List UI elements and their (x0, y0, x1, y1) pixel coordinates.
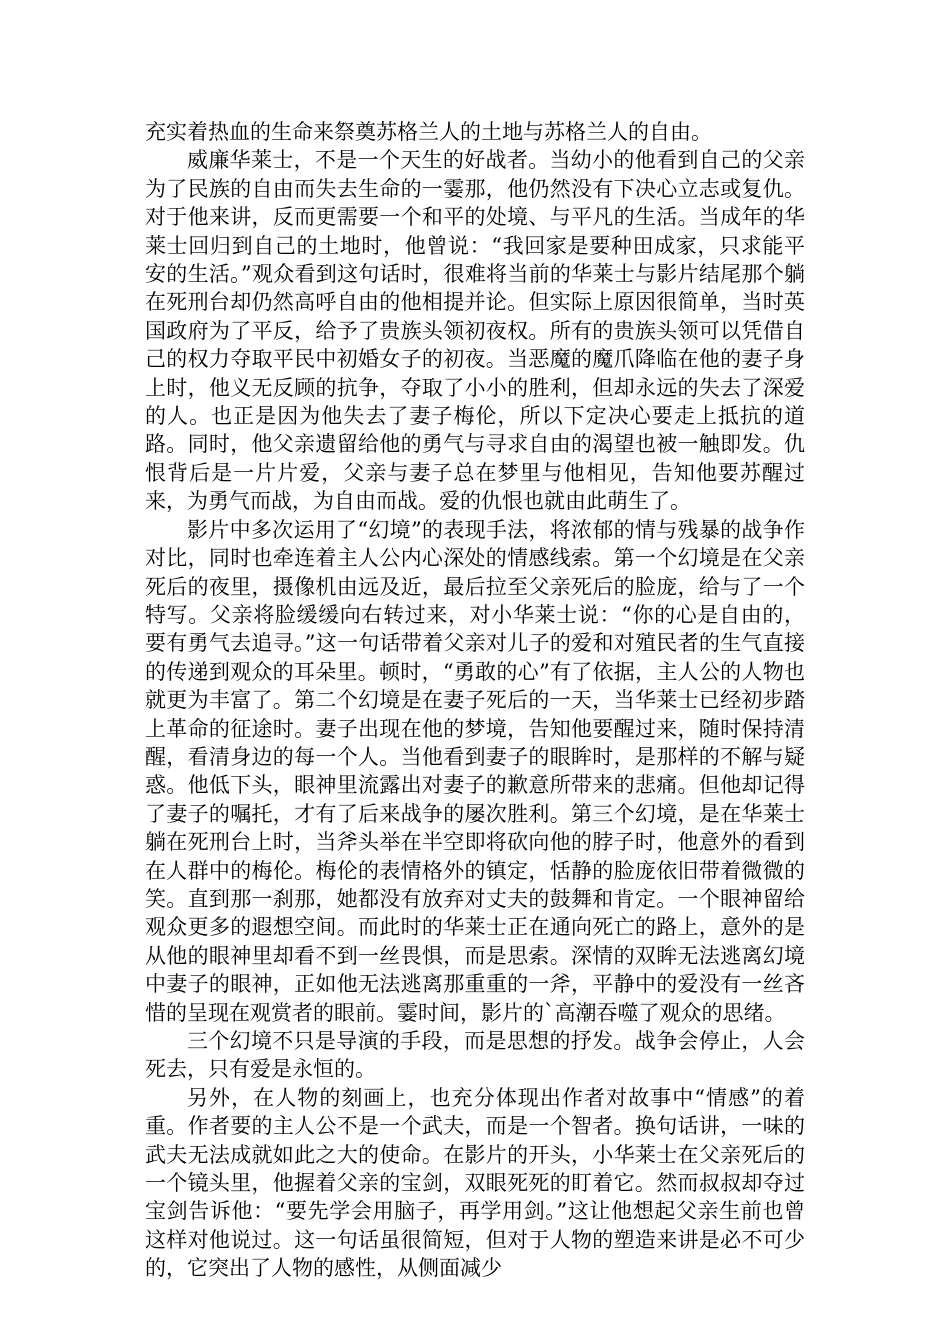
paragraph-1: 充实着热血的生命来祭奠苏格兰人的土地与苏格兰人的自由。 (145, 120, 712, 144)
paragraph-4: 三个幻境不只是导演的手段，而是思想的抒发。战争会停止，人会死去，只有爱是永恒的。 (145, 1029, 805, 1082)
paragraph-5: 另外，在人物的刻画上，也充分体现出作者对故事中“情感”的着重。作者要的主人公不是一个武夫，而是一个智者。换句话讲，一味的武夫无法成就如此之大的使命。在影片的开头，小华莱士在父亲死后的一个镜头里，他握着父亲的宝剑，双眼死死的盯着它。然而叔叔却夺过宝剑告诉他：“要先学会用脑子，再学用剑。”这让他想起父亲生前也曾这样对他说过。这一句话虽很简短，但对于人物的塑造来讲是必不可少的，它突出了人物的感性，从侧面减少 (145, 1085, 805, 1281)
paragraph-3: 影片中多次运用了“幻境”的表现手法，将浓郁的情与残暴的战争作对比，同时也牵连着主人公内心深处的情感线索。第一个幻境是在父亲死后的夜里，摄像机由远及近，最后拉至父亲死后的脸庞，给与了一个特写。父亲将脸缓缓向右转过来，对小华莱士说：“你的心是自由的，要有勇气去追寻。”这一句话带着父亲对儿子的爱和对殖民者的生气直接的传递到观众的耳朵里。顿时，“勇敢的心”有了依据，主人公的人物也就更为丰富了。第二个幻境是在妻子死后的一天，当华莱士已经初步踏上革命的征途时。妻子出现在他的梦境，告知他要醒过来，随时保持清醒，看清身边的每一个人。当他看到妻子的眼眸时，是那样的不解与疑惑。他低下头，眼神里流露出对妻子的歉意所带来的悲痛。但他却记得了妻子的嘱托，才有了后来战争的屡次胜利。第三个幻境，是在华莱士躺在死刑台上时，当斧头举在半空即将砍向他的脖子时，他意外的看到在人群中的梅伦。梅伦的表情格外的镇定，恬静的脸庞依旧带着微微的笑。直到那一刹那，她都没有放弃对丈夫的鼓舞和肯定。一个眼神留给观众更多的遐想空间。而此时的华莱士正在通向死亡的路上，意外的是从他的眼神里却看不到一丝畏惧，而是思索。深情的双眸无法逃离幻境中妻子的眼神，正如他无法逃离那重重的一斧，平静中的爱没有一丝吝惜的呈现在观赏者的眼前。霎时间，影片的`高潮吞噬了观众的思绪。 (145, 517, 805, 1025)
document-page (145, 118, 805, 1283)
paragraph-2: 威廉华莱士，不是一个天生的好战者。当幼小的他看到自己的父亲为了民族的自由而失去生命的一霎那，他仍然没有下决心立志或复仇。对于他来讲，反而更需要一个和平的处境、与平凡的生活。当成年的华莱士回归到自己的土地时，他曾说：“我回家是要种田成家，只求能平安的生活。”观众看到这句话时，很难将当前的华莱士与影片结尾那个躺在死刑台却仍然高呼自由的他相提并论。但实际上原因很简单，当时英国政府为了平反，给予了贵族头领初夜权。所有的贵族头领可以凭借自己的权力夺取平民中初婚女子的初夜。当恶魔的魔爪降临在他的妻子身上时，他义无反顾的抗争，夺取了小小的胜利，但却永远的失去了深爱的人。也正是因为他失去了妻子梅伦，所以下定决心要走上抵抗的道路。同时，他父亲遗留给他的勇气与寻求自由的渴望也被一触即发。仇恨背后是一片片爱，父亲与妻子总在梦里与他相见，告知他要苏醒过来，为勇气而战，为自由而战。爱的仇恨也就由此萌生了。 (145, 148, 805, 514)
